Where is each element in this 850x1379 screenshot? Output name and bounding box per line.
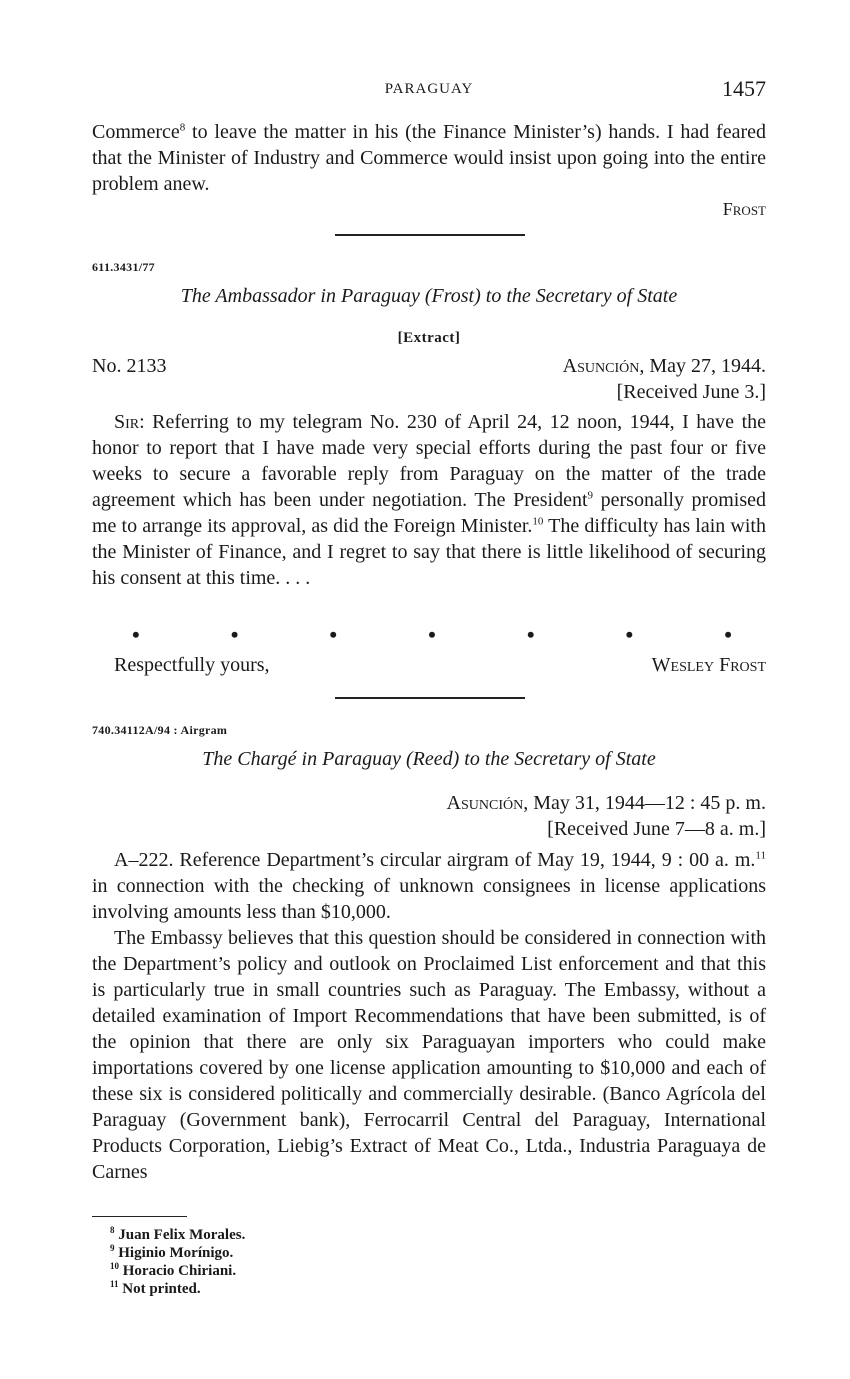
doc1-extract-label: [Extract] bbox=[397, 330, 461, 346]
doc1-place: Asunción bbox=[562, 355, 640, 377]
footnote-ref-8: 8 bbox=[179, 121, 186, 134]
doc1-paragraph bbox=[92, 409, 766, 591]
doc1-heading-a: The Ambassador in Paraguay ( bbox=[180, 285, 432, 307]
doc1-closing: Respectfully yours, bbox=[114, 654, 270, 676]
doc2-heading-a: The Chargé in Paraguay ( bbox=[202, 748, 413, 770]
footnote-mark: 9 bbox=[110, 1243, 115, 1253]
intro-paragraph bbox=[92, 119, 766, 197]
footnote bbox=[110, 1226, 245, 1244]
footnotes bbox=[110, 1226, 245, 1298]
omission-dot: • bbox=[526, 622, 535, 647]
omission-dots bbox=[132, 622, 732, 646]
section-divider bbox=[335, 697, 525, 699]
doc1-dateline bbox=[563, 355, 766, 378]
doc2-text-b: in connection with the checking of unknown consignees in license applications involving amounts less than $10,000. bbox=[92, 875, 766, 923]
doc1-salutation: Sir bbox=[114, 411, 140, 433]
footnote-ref-11: 11 bbox=[755, 849, 766, 862]
omission-dot: • bbox=[625, 622, 634, 647]
doc1-heading-name: Frost bbox=[431, 285, 475, 307]
doc1-heading-b: ) to the Secretary of State bbox=[474, 285, 678, 307]
doc2-text-a: A–222. Reference Department’s circular airgram of May 19, 1944, 9 : 00 a. m. bbox=[114, 849, 756, 871]
doc1-text-b: personally promised me to arrange its approval, as did the Foreign Minister. bbox=[92, 489, 766, 537]
doc1-received: [Received June 3.] bbox=[616, 381, 766, 403]
doc2-date: , May 31, 1944—12 : 45 p. m. bbox=[523, 792, 766, 814]
doc1-number: No. 2133 bbox=[92, 355, 167, 377]
footnote-mark: 11 bbox=[110, 1279, 119, 1289]
doc2-heading-b: ) to the Secretary of State bbox=[452, 748, 656, 770]
doc1-signer: Wesley Frost bbox=[651, 654, 766, 676]
footnote-rule bbox=[92, 1216, 187, 1217]
doc2-heading bbox=[92, 748, 766, 771]
omission-dot: • bbox=[428, 622, 436, 647]
doc2-dateline bbox=[447, 792, 766, 815]
footnote-ref-9: 9 bbox=[587, 489, 594, 502]
intro-signature: Frost bbox=[722, 199, 766, 219]
intro-text-b: to leave the matter in his (the Finance Minister’s) hands. I had feared that the Minister of Industry and Commerce would insist upon going into the entire problem anew. bbox=[92, 121, 766, 195]
running-head bbox=[92, 76, 766, 104]
doc2-received: [Received June 7—8 a. m.] bbox=[547, 818, 766, 840]
footnote-text: Horacio Chiriani. bbox=[122, 1263, 237, 1279]
doc1-date: , May 27, 1944. bbox=[639, 355, 766, 377]
footnote-mark: 8 bbox=[110, 1225, 115, 1235]
doc1-heading bbox=[92, 285, 766, 308]
footnote bbox=[110, 1244, 245, 1262]
omission-dot: • bbox=[132, 622, 140, 647]
footnote-ref-10: 10 bbox=[532, 515, 544, 528]
doc2-paragraph-1 bbox=[92, 847, 766, 925]
omission-dot: • bbox=[230, 622, 239, 647]
footnote-mark: 10 bbox=[110, 1261, 119, 1271]
doc2-heading-name: Reed bbox=[412, 748, 453, 770]
footnote bbox=[110, 1280, 245, 1298]
running-head-title: PARAGUAY bbox=[384, 81, 474, 97]
footnote bbox=[110, 1262, 245, 1280]
footnote-text: Higinio Morínigo. bbox=[118, 1245, 234, 1261]
doc2-file-number: 740.34112A/94 : Airgram bbox=[92, 723, 228, 737]
intro-text-a: Commerce bbox=[92, 121, 180, 143]
footnote-text: Juan Felix Morales. bbox=[118, 1227, 246, 1243]
doc1-text-a: : Referring to my telegram No. 230 of April 24, 12 noon, 1944, I have the honor to report that I have made very special efforts during the past four or five weeks to secure a favorable reply from Paraguay on the matter of the trade agreement which has been under negotiation. The President bbox=[92, 411, 766, 511]
section-divider bbox=[335, 234, 525, 236]
doc1-text-c: The difficulty has lain with the Minister of Finance, and I regret to say that there is little likelihood of securing his consent at this time. . . . bbox=[92, 515, 766, 589]
omission-dot: • bbox=[329, 622, 338, 647]
page-number: 1457 bbox=[722, 76, 766, 101]
doc2-place: Asunción bbox=[446, 792, 524, 814]
omission-dot: • bbox=[724, 622, 732, 647]
footnote-text: Not printed. bbox=[122, 1281, 201, 1297]
doc2-paragraph-2: The Embassy believes that this question should be considered in connection with the Department’s policy and outlook on Proclaimed List enforcement and that this is particularly true in small countries such as Paraguay. The Embassy, without a detailed examination of Import Recommendations that have been submitted, is of the opinion that there are only six Paraguayan importers who could make importations covered by one license application amounting to $10,000 and each of these six is considered politically and commercially desirable. (Banco Agrícola del Paraguay (Government bank), Ferrocarril Central del Paraguay, International Products Corporation, Liebig’s Extract of Meat Co., Ltda., Industria Paraguaya de Carnes bbox=[92, 927, 766, 1183]
doc1-file-number: 611.3431/77 bbox=[92, 260, 155, 274]
